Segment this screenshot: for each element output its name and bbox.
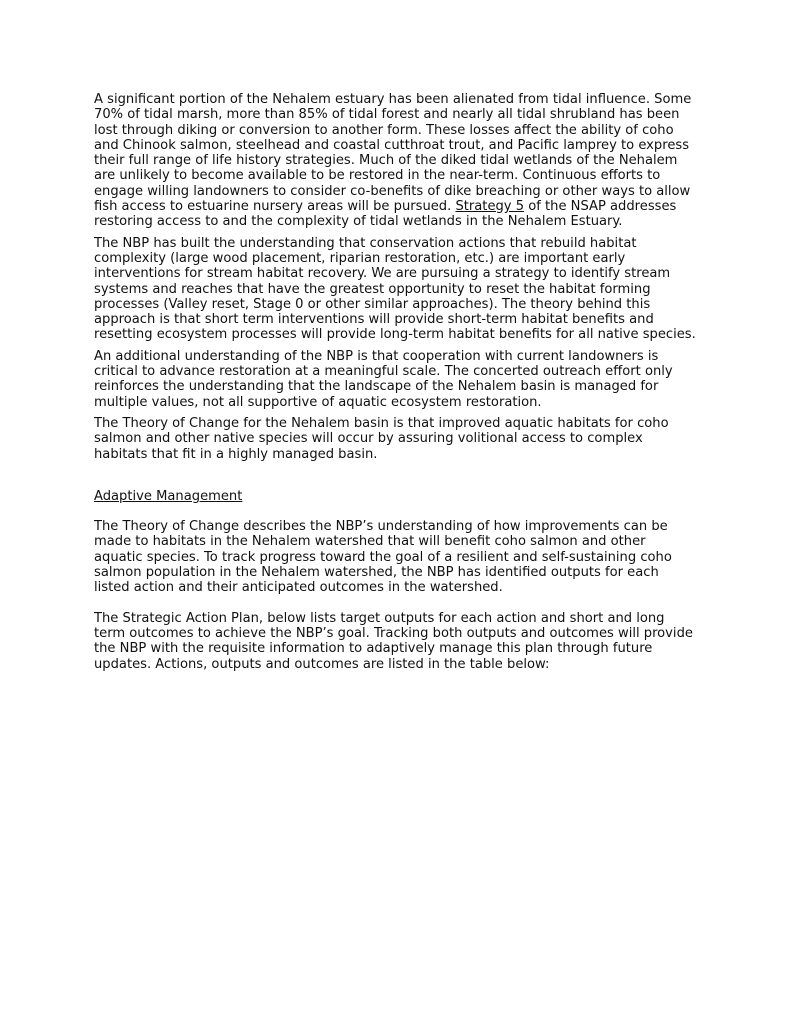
paragraph-adaptive-management: The Theory of Change describes the NBP’s understanding of how improvements can be made to habitats in the Nehalem watershed that will benefit coho salmon and other aquatic species. To track progress toward the goal of a resilient and self-sustaining coho salmon population in the Nehalem watershed, the NBP has identified outputs for each listed action and their anticipated outcomes in the watershed. [94,519,672,596]
paragraph-habitat-complexity: The NBP has built the understanding that conservation actions that rebuild habitat complexity (large wood placement, riparian restoration, etc.) are important early interventions for stream habitat recovery. We are pursuing a strategy to identify stream systems and reaches that have the greatest opportunity to reset the habitat forming processes (Valley reset, Stage 0 or other similar approaches). The theory behind this approach is that short term interventions will provide short-term habitat benefits and resetting ecosystem processes will provide long-term habitat benefits for all native species. [94,235,696,343]
paragraph-tidal-wetlands [94,92,696,230]
paragraph-landowner-cooperation: An additional understanding of the NBP is that cooperation with current landowners is critical to advance restoration at a meaningful scale. The concerted outreach effort only reinforces the understanding that the landscape of the Nehalem basin is managed for multiple values, not all supportive of aquatic ecosystem restoration. [94,348,673,410]
paragraph-text: A significant portion of the Nehalem estuary has been alienated from tidal influence. Some 70% of tidal marsh, more than 85% of tidal forest and nearly all tidal shrubland has been lost through diking or conversion to another form. These losses affect the ability of coho and Chinook salmon, steelhead and coastal cutthroat trout, and Pacific lamprey to express their full range of life history strategies. Much of the diked tidal wetlands of the Nehalem are unlikely to become available to be restored in the near-term. Continuous efforts to engage willing landowners to consider co-benefits of dike breaching or other ways to allow fish access to estuarine nursery areas will be pursued. [94,92,692,215]
section-heading-adaptive-management: Adaptive Management [94,488,243,504]
paragraph-text: of the NSAP addresses restoring access to and the complexity of tidal wetlands in the Nehalem Estuary. [94,199,677,230]
document-body [94,92,696,678]
paragraph-theory-of-change: The Theory of Change for the Nehalem basin is that improved aquatic habitats for coho salmon and other native species will occur by assuring volitional access to complex habitats that fit in a highly managed basin. [94,415,669,462]
strategy-5-link[interactable]: Strategy 5 [455,199,525,215]
paragraph-strategic-action-plan: The Strategic Action Plan, below lists target outputs for each action and short and long term outcomes to achieve the NBP’s goal. Tracking both outputs and outcomes will provide the NBP with the requisite information to adaptively manage this plan through future updates. Actions, outputs and outcomes are listed in the table below: [94,610,693,672]
